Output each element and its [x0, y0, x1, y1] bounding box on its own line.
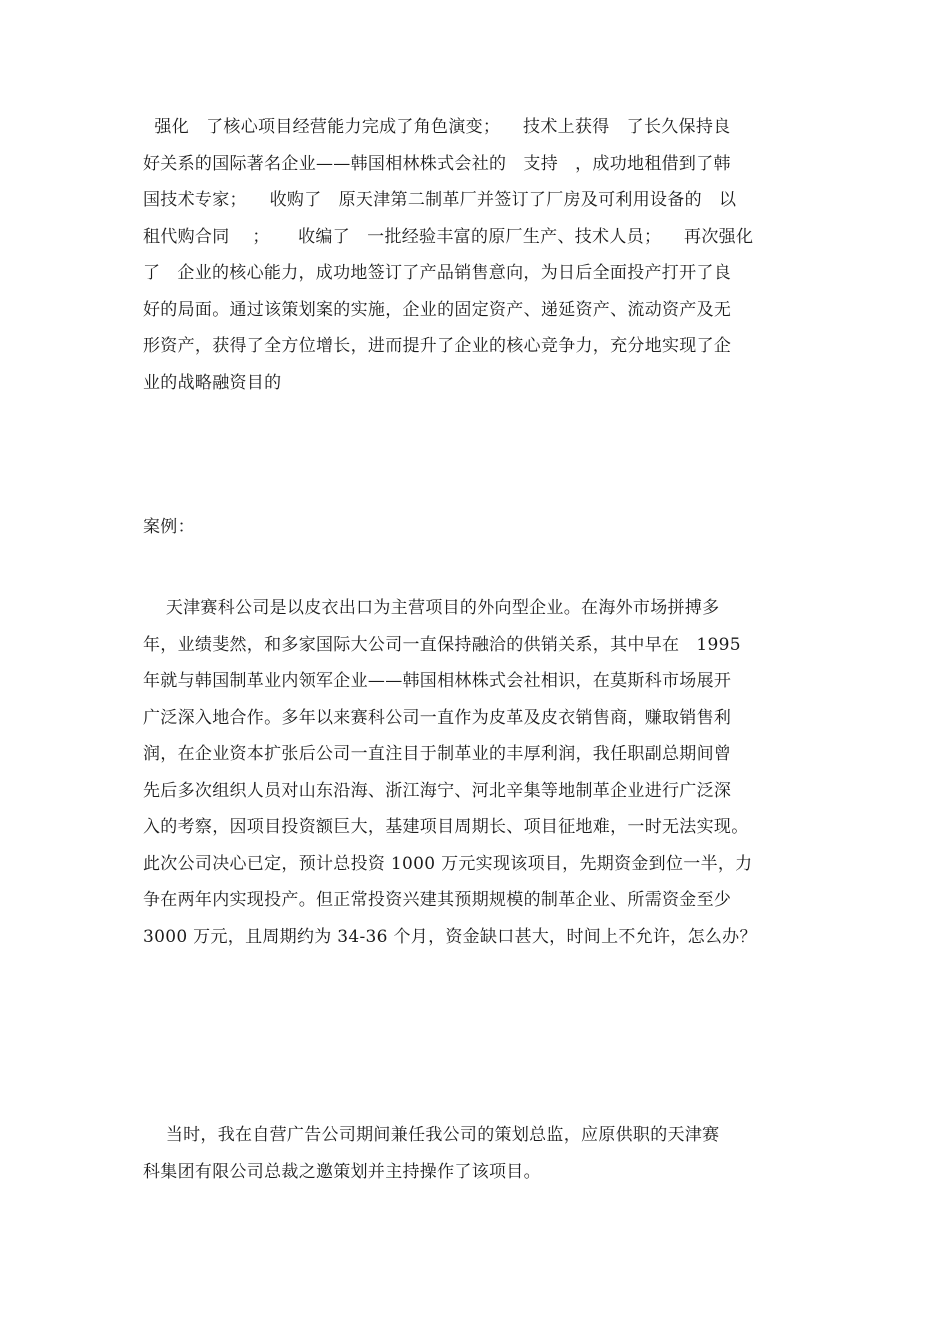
text-line: 科集团有限公司总裁之邀策划并主持操作了该项目。 [143, 1161, 541, 1182]
text-line: 年，业绩斐然，和多家国际大公司一直保持融洽的供销关系，其中早在 1995 [143, 634, 741, 655]
text-line: 国技术专家； 收购了 原天津第二制革厂并签订了厂房及可利用设备的 以 [143, 190, 737, 210]
text-line: 3000 万元，且周期约为 34-36 个月，资金缺口甚大，时间上不允许，怎么办？ [143, 926, 757, 947]
text-line: 好的局面。通过该策划案的实施，企业的固定资产、递延资产、流动资产及无 [143, 299, 732, 320]
paragraph-strategy-result [143, 109, 808, 401]
text-line: 入的考察，因项目投资额巨大，基建项目周期长、项目征地难，一时无法实现。 [143, 817, 749, 837]
text-line: 天津赛科公司是以皮衣出口为主营项目的外向型企业。在海外市场拼搏多 [143, 598, 720, 618]
text-line: 强化 了核心项目经营能力完成了角色演变； 技术上获得 了长久保持良 [143, 117, 731, 137]
text-line: 争在两年内实现投产。但正常投资兴建其预期规模的制革企业、所需资金至少 [143, 890, 732, 910]
text-line: 形资产，获得了全方位增长，进而提升了企业的核心竞争力，充分地实现了企 [143, 336, 732, 356]
text-line: 年就与韩国制革业内领军企业——韩国相林株式会社相识，在莫斯科市场展开 [143, 671, 732, 691]
case-heading [143, 509, 808, 546]
text-line: 润，在企业资本扩张后公司一直注目于制革业的丰厚利润，我任职副总期间曾 [143, 744, 732, 764]
text-line: 先后多次组织人员对山东沿海、浙江海宁、河北辛集等地制革企业进行广泛深 [143, 780, 732, 801]
text-line: 广泛深入地合作。多年以来赛科公司一直作为皮革及皮衣销售商，赚取销售利 [143, 707, 732, 728]
heading-text: 案例： [143, 517, 195, 537]
text-line: 当时，我在自营广告公司期间兼任我公司的策划总监，应原供职的天津赛 [143, 1125, 720, 1145]
text-line: 了 企业的核心能力，成功地签订了产品销售意向，为日后全面投产打开了良 [143, 263, 732, 283]
paragraph-author-role [143, 1117, 808, 1190]
text-line: 好关系的国际著名企业——韩国相林株式会社的 支持 ，成功地租借到了韩 [143, 153, 731, 174]
paragraph-case-description [143, 590, 808, 955]
text-line: 租代购合同 ； 收编了 一批经验丰富的原厂生产、技术人员； 再次强化 [143, 226, 754, 247]
text-line: 此次公司决心已定，预计总投资 1000 万元实现该项目，先期资金到位一半，力 [143, 853, 753, 874]
text-line: 业的战略融资目的 [143, 372, 282, 393]
